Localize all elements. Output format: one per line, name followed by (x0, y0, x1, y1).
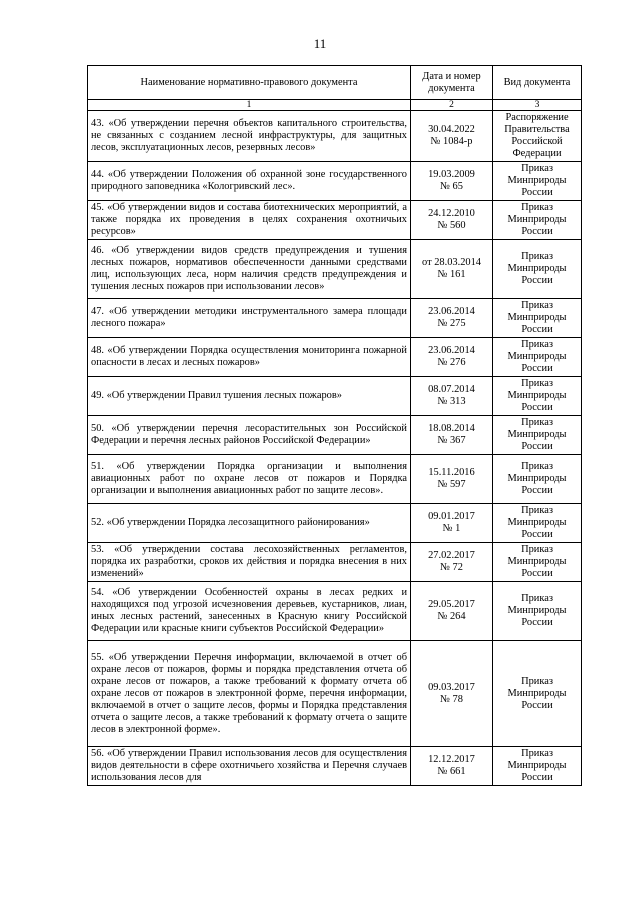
date-number-cell (411, 641, 493, 747)
date-number-cell (411, 582, 493, 641)
document-number: № 1 (442, 523, 461, 534)
document-type-cell: Приказ Минприроды России (493, 582, 582, 641)
document-number: № 275 (437, 318, 466, 329)
document-date: 23.06.2014 (428, 306, 475, 317)
document-date: 24.12.2010 (428, 208, 475, 219)
header-document-type: Вид документа (493, 66, 582, 100)
document-name-cell: 55. «Об утверждении Перечня информации, включаемой в отчет об охране лесов от пожаров, формы и порядка представления отчета об охране лесов от пожаров, а также требований к формату отчета об охране лесов от пожаров в электронной форме, перечня информации, включаемой в отчет о защите лесов, формы и Порядка представления отчета о защите лесов, а также требований к формату отчета о защите лесов в электронной форме». (88, 641, 411, 747)
table-row (88, 416, 582, 455)
document-type-cell: Приказ Минприроды России (493, 504, 582, 543)
document-name-cell: 46. «Об утверждении видов средств предупреждения и тушения лесных пожаров, нормативов обеспеченности данными средствами лиц, использующих леса, норм наличия средств предупреждения и тушения лесных пожаров при использовании лесов» (88, 240, 411, 299)
document-name-cell: 43. «Об утверждении перечня объектов капитального строительства, не связанных с созданием лесной инфраструктуры, для защитных лесов, эксплуатационных лесов, резервных лесов» (88, 111, 411, 162)
document-name-cell: 56. «Об утверждении Правил использования лесов для осуществления видов деятельности в сфере охотничьего хозяйства и Перечня случаев использования лесов для (88, 747, 411, 786)
document-number: № 264 (437, 611, 466, 622)
document-name-cell: 47. «Об утверждении методики инструментального замера площади лесного пожара» (88, 299, 411, 338)
table-row (88, 111, 582, 162)
document-number: № 161 (437, 269, 466, 280)
document-date: 30.04.2022 (428, 124, 475, 135)
document-number: № 313 (437, 396, 466, 407)
document-name-cell: 53. «Об утверждении состава лесохозяйственных регламентов, порядка их разработки, сроков их действия и порядка внесения в них изменений» (88, 543, 411, 582)
table-row (88, 582, 582, 641)
document-date: 09.03.2017 (428, 681, 475, 693)
column-number-row (88, 100, 582, 111)
date-number-cell (411, 338, 493, 377)
date-number-cell (411, 747, 493, 786)
document-type-cell: Приказ Минприроды России (493, 162, 582, 201)
document-name-cell: 45. «Об утверждении видов и состава биотехнических мероприятий, а также порядка их проведения в целях сохранения охотничьих ресурсов» (88, 201, 411, 240)
document-type-cell: Приказ Минприроды России (493, 641, 582, 747)
table-row (88, 162, 582, 201)
date-number-cell (411, 416, 493, 455)
date-number-cell (411, 543, 493, 582)
document-date: 09.01.2017 (428, 511, 475, 522)
table-row (88, 641, 582, 747)
document-type-cell: Приказ Минприроды России (493, 377, 582, 416)
document-type-cell: Приказ Минприроды России (493, 299, 582, 338)
header-document-name: Наименование нормативно-правового документа (88, 66, 411, 100)
document-number: № 65 (440, 181, 463, 192)
regulations-table (87, 65, 582, 786)
date-number-cell (411, 299, 493, 338)
document-date: от 28.03.2014 (422, 257, 481, 268)
date-number-cell (411, 455, 493, 504)
document-name-cell: 49. «Об утверждении Правил тушения лесных пожаров» (88, 377, 411, 416)
document-date: 08.07.2014 (428, 384, 475, 395)
document-date: 15.11.2016 (428, 467, 475, 478)
document-type-cell: Приказ Минприроды России (493, 543, 582, 582)
table-row (88, 299, 582, 338)
document-number: № 1084-р (430, 136, 473, 147)
document-number: № 78 (440, 693, 463, 705)
table-row (88, 747, 582, 786)
table-row (88, 377, 582, 416)
document-type-cell: Приказ Минприроды России (493, 240, 582, 299)
document-date: 18.08.2014 (428, 423, 475, 434)
document-name-cell: 52. «Об утверждении Порядка лесозащитного районирования» (88, 504, 411, 543)
table-row (88, 543, 582, 582)
document-date: 23.06.2014 (428, 345, 475, 356)
document-number: № 367 (437, 435, 466, 446)
document-number: № 597 (437, 479, 466, 490)
column-number: 3 (493, 100, 582, 111)
document-name-cell: 51. «Об утверждении Порядка организации и выполнения авиационных работ по охране лесов от пожаров и Порядка организации и выполнения авиационных работ по защите лесов». (88, 455, 411, 504)
document-type-cell: Распоряжение Правительства Российской Федерации (493, 111, 582, 162)
document-date: 29.05.2017 (428, 599, 475, 610)
table-row (88, 338, 582, 377)
date-number-cell (411, 201, 493, 240)
document-name-cell: 48. «Об утверждении Порядка осуществления мониторинга пожарной опасности в лесах и лесных пожаров» (88, 338, 411, 377)
date-number-cell (411, 111, 493, 162)
table-row (88, 201, 582, 240)
document-number: № 72 (440, 562, 463, 573)
document-type-cell: Приказ Минприроды России (493, 416, 582, 455)
document-date: 27.02.2017 (428, 550, 475, 561)
document-name-cell: 54. «Об утверждении Особенностей охраны в лесах редких и находящихся под угрозой исчезновения деревьев, кустарников, лиан, иных лесных растений, занесенных в Красную книгу Российской Федерации или красные книги субъектов Российской Федерации» (88, 582, 411, 641)
document-name-cell: 50. «Об утверждении перечня лесорастительных зон Российской Федерации и перечня лесных районов Российской Федерации» (88, 416, 411, 455)
document-date: 19.03.2009 (428, 169, 475, 180)
document-number: № 560 (437, 220, 466, 231)
table-row (88, 504, 582, 543)
date-number-cell (411, 377, 493, 416)
document-type-cell: Приказ Минприроды России (493, 747, 582, 786)
table-header-row (88, 66, 582, 100)
document-number: № 276 (437, 357, 466, 368)
date-number-cell (411, 504, 493, 543)
document-date: 12.12.2017 (428, 754, 475, 765)
table-row (88, 455, 582, 504)
column-number: 2 (411, 100, 493, 111)
document-type-cell: Приказ Минприроды России (493, 455, 582, 504)
column-number: 1 (88, 100, 411, 111)
page-number: 11 (313, 36, 327, 51)
document-name-cell: 44. «Об утверждении Положения об охранной зоне государственного природного заповедника «Кологривский лес». (88, 162, 411, 201)
date-number-cell (411, 240, 493, 299)
document-number: № 661 (437, 766, 466, 777)
document-type-cell: Приказ Минприроды России (493, 201, 582, 240)
header-date-number: Дата и номер документа (411, 66, 493, 100)
date-number-cell (411, 162, 493, 201)
document-type-cell: Приказ Минприроды России (493, 338, 582, 377)
table-row (88, 240, 582, 299)
